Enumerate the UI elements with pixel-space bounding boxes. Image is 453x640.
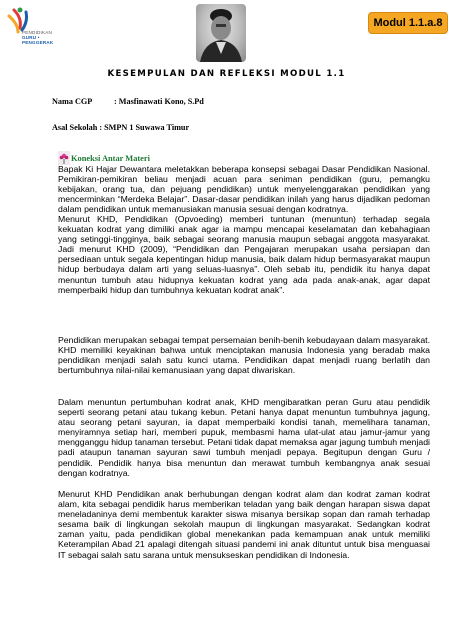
logo-line-3: PENGGERAK [22,40,54,46]
logo-line-1: PENDIDIKAN [22,30,53,35]
flower-icon [58,151,70,165]
paragraph-1: Bapak Ki Hajar Dewantara meletakkan beberapa konsepsi sebagai Dasar Pendidikan Nasional. Pemikiran-pemikiran beliau menjadi acuan para seniman pendidikan (guru, pemangku kebijakan, orang tua, dan pejuang pendidikan) untuk menyelenggarakan pendidikan yang mencerminkan “Merdeka Belajar”. Dasar-dasar pendidikan inilah yang harus dijadikan pedoman dalam pendidikan untuk memanusiakan manusia sesuai dengan kodratnya. [58,164,430,215]
section-title: Koneksi Antar Materi [71,154,150,163]
module-badge: Modul 1.1.a.8 [368,12,448,34]
logo-text [22,30,53,46]
page-title: KESEMPULAN DAN REFLEKSI MODUL 1.1 [107,69,346,79]
name-row [52,97,204,106]
school-row [52,123,189,132]
portrait-image [196,4,246,62]
school-value: : SMPN 1 Suwawa Timur [99,123,190,132]
name-value: : Masfinawati Kono, S.Pd [114,97,204,106]
paragraph-2: Menurut KHD, Pendidikan (Opvoeding) memberi tuntunan (menuntun) terhadap segala kekuatan kodrat yang dimiliki anak agar ia mampu mencapai keselamatan dan kebahagiaan yang setinggi-tingginya, baik sebagai seorang manusia maupun sebagai anggota masyarakat. Jadi menurut KHD (2009), “Pendidikan dan Pengajaran merupakan usaha persiapan dan persediaan untuk segala kepentingan hidup manusia, baik dalam hidup bermasyarakat maupun hidup berbudaya dalam arti yang seluas-luasnya”. Oleh sebab itu, pendidik itu hanya dapat menuntun tumbuh atau hidupnya kekuatan kodrat yang ada pada anak-anak, agar dapat memperbaiki hidup dan tumbuhnya kekuatan kodrat anak”. [58,214,430,295]
logo-line-2: GURU • [22,35,40,41]
school-label: Asal Sekolah [52,123,98,132]
paragraph-3: Pendidikan merupakan sebagai tempat persemaian benih-benih kebudayaan dalam masyarakat. KHD memiliki keyakinan bahwa untuk menciptakan manusia Indonesia yang beradab maka pendidikan menjadi salah satu kunci utama. Pendidikan dapat menjadi ruang berlatih dan bertumbuhnya nilai-nilai kemanusiaan yang dapat diwariskan. [58,335,430,376]
name-label: Nama CGP [52,97,93,106]
paragraph-4: Dalam menuntun pertumbuhan kodrat anak, KHD mengibaratkan peran Guru atau pendidik seperti seorang petani atau tukang kebun. Petani hanya dapat menuntun tumbuhnya jagung, atau seorang petani sayuran, ia dapat memperbaiki kondisi tanah, memelihara tanaman, menyiramnya setiap hari, memberi pupuk, membasmi hama ulat-ulat atau jamur-jamur yang mengganggu hidup tanaman tersebut. Petani tidak dapat memaksa agar jagung tumbuh menjadi padi ataupun tanaman sayuran sawi tumbuh menjadi pepaya. Begitupun dengan Guru / pendidik. Pendidik hanya bisa menuntun dan merawat tumbuh kembangnya anak sesuai dengan kodratnya. [58,397,430,478]
paragraph-5: Menurut KHD Pendidikan anak berhubungan dengan kodrat alam dan kodrat zaman kodrat alam, kita sebagai pendidik harus memberikan teladan yang baik dengan harapan siswa dapat meneladaninya demi membentuk karakter siswa misanya bersikap sopan dan ramah terhadap sesama baik di lingkungan sekolah maupun di lingkungan masyarakat. Sedangkan kodrat zaman yaitu, pada pendidikan global menekankan pada kemampuan anak untuk memiliki Keterampilan Abad 21 apalagi ditengah situasi pandemi ini anak dituntut untuk bisa menguasai IT sebagai salah satu sarana untuk mensukseskan pendidikan di Indonesia. [58,489,430,560]
